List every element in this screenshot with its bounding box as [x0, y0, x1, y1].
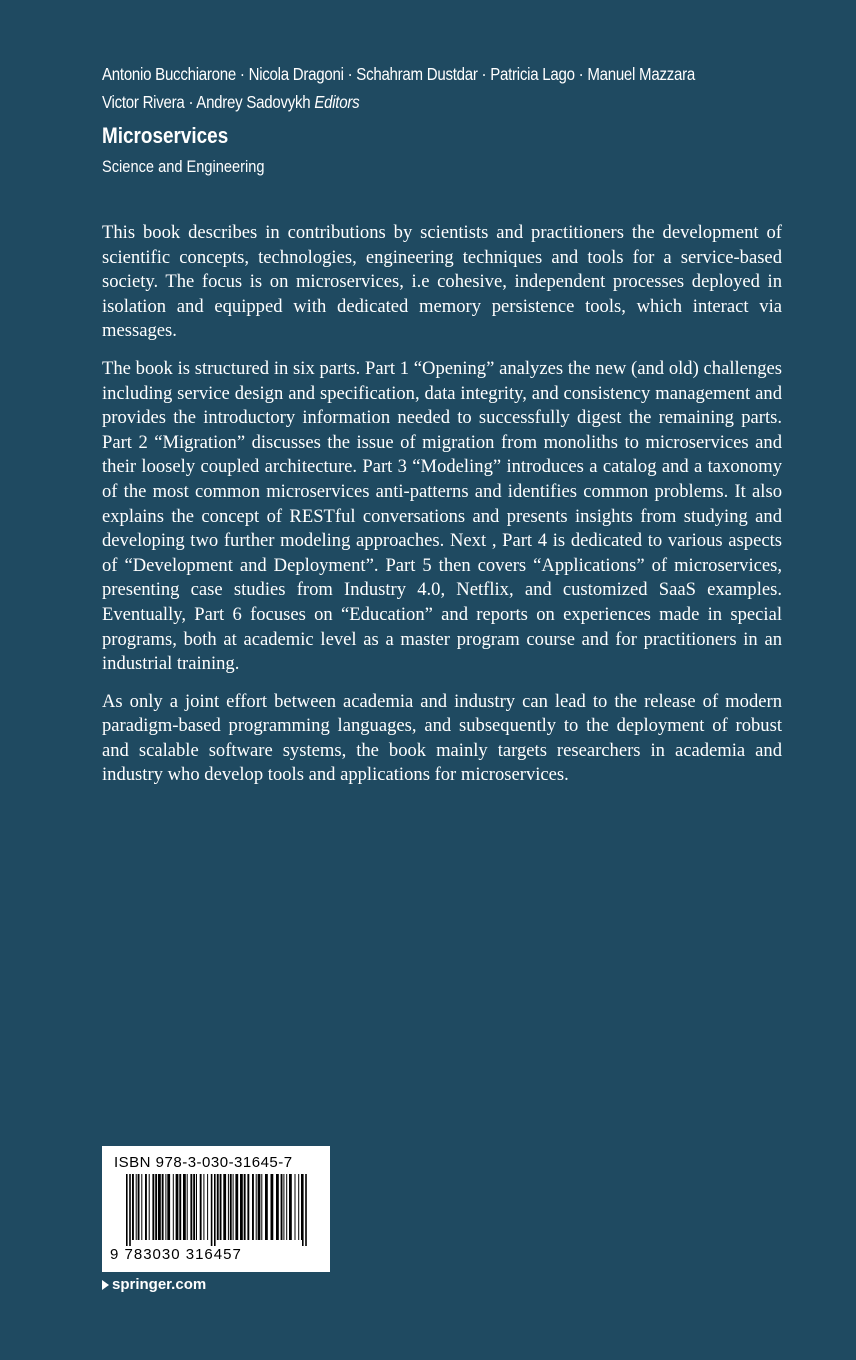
book-description — [102, 221, 782, 801]
barcode-bar — [223, 1174, 226, 1240]
authors-line-2 — [102, 88, 704, 116]
barcode-bar — [298, 1174, 299, 1240]
barcode-bar — [217, 1174, 219, 1240]
barcode-bar — [230, 1174, 232, 1240]
barcode-guard — [211, 1174, 213, 1246]
barcode-bar — [149, 1174, 150, 1240]
barcode-bar — [203, 1174, 204, 1240]
barcode-bar — [281, 1174, 283, 1240]
barcode-bar — [256, 1174, 257, 1240]
barcode-digits: 9 783030 316457 — [110, 1246, 242, 1263]
barcode-bar — [136, 1174, 137, 1240]
barcode-bar — [158, 1174, 161, 1240]
barcode-bar — [286, 1174, 287, 1240]
barcode-bar — [190, 1174, 192, 1240]
barcode-bar — [173, 1174, 174, 1240]
barcode-bar — [271, 1174, 274, 1240]
authors-line-1: Antonio Bucchiarone · Nicola Dragoni · Schahram Dustdar · Patricia Lago · Manuel Mazzara — [102, 64, 695, 84]
barcode-bar — [265, 1174, 268, 1240]
publisher-link[interactable] — [102, 1276, 206, 1293]
barcode-bar — [183, 1174, 186, 1240]
barcode-bar — [167, 1174, 170, 1240]
barcode-bar — [138, 1174, 140, 1240]
barcode-bar — [162, 1174, 164, 1240]
barcode-bar — [258, 1174, 261, 1240]
barcode-bars — [112, 1174, 320, 1246]
description-paragraph-1: This book describes in contributions by scientists and practitioners the development of scientific concepts, technologies, engineering techniques and tools for a service-based society. The focus is on microservices, i.e cohesive, independent processes deployed in isolation and equipped with dedicated memory persistence tools, which interact via messages. — [102, 222, 782, 342]
barcode-guard — [214, 1174, 216, 1246]
barcode-bar — [261, 1174, 262, 1240]
description-paragraph-2: The book is structured in six parts. Part 1 “Opening” analyzes the new (and old) challenges including service design and specification, data integrity, and consistency management and provides the introductory information needed to successfully digest the remaining parts. Part 2 “Migration” discusses the issue of migration from monoliths to microservices and their loosely coupled architecture. Part 3 “Modeling” introduces a catalog and a taxonomy of the most common microservices anti-patterns and identifies common problems. It also explains the concept of RESTful conversations and presents insights from studying and developing two further modeling approaches. Next , Part 4 is dedicated to various aspects of “Development and Deployment”. Part 5 then covers “Applications” of microservices, presenting case studies from Industry 4.0, Netflix, and customized SaaS examples. Eventually, Part 6 focuses on “Education” and reports on experiences made in special programs, both at academic level as a master program course and for practitioners in an industrial training. — [102, 357, 782, 675]
barcode-bar — [155, 1174, 157, 1240]
barcode-bar — [244, 1174, 246, 1240]
barcode-bar — [240, 1174, 243, 1240]
barcode-bar — [176, 1174, 179, 1240]
barcode-bar — [196, 1174, 197, 1240]
barcode-bar — [187, 1174, 188, 1240]
barcode-bar — [141, 1174, 142, 1240]
barcode-bar — [132, 1174, 134, 1240]
barcode-bar — [233, 1174, 234, 1240]
barcode-bar — [235, 1174, 238, 1240]
isbn-label: ISBN 978-3-030-31645-7 — [114, 1154, 293, 1171]
barcode-bar — [252, 1174, 254, 1240]
barcode-guard — [305, 1174, 307, 1246]
barcode-bar — [165, 1174, 166, 1240]
publisher-link-text[interactable]: springer.com — [112, 1276, 207, 1293]
barcode-guard — [126, 1174, 128, 1246]
book-subtitle: Science and Engineering — [102, 157, 265, 176]
cover-header — [102, 60, 802, 180]
barcode-bar — [179, 1174, 181, 1240]
barcode-bar — [220, 1174, 222, 1240]
barcode-bar — [289, 1174, 292, 1240]
book-title: Microservices — [102, 123, 229, 148]
barcode-guard — [129, 1174, 131, 1246]
authors-names-2: Victor Rivera · Andrey Sadovykh — [102, 92, 311, 112]
barcode-bar — [276, 1174, 279, 1240]
barcode-bar — [283, 1174, 284, 1240]
barcode-bar — [193, 1174, 195, 1240]
isbn-barcode — [102, 1146, 330, 1272]
barcode-bar — [145, 1174, 147, 1240]
barcode-bar — [228, 1174, 229, 1240]
arrow-right-icon — [102, 1280, 109, 1290]
barcode-bar — [247, 1174, 249, 1240]
barcode-bar — [295, 1174, 296, 1240]
barcode-guard — [302, 1174, 304, 1246]
barcode-bar — [207, 1174, 208, 1240]
description-paragraph-3: As only a joint effort between academia and industry can lead to the release of modern paradigm-based programming languages, and subsequently to the deployment of robust and scalable software systems, the book mainly targets researchers in academia and industry who develop tools and applications for microservices. — [102, 690, 782, 786]
editors-label: Editors — [314, 92, 360, 112]
barcode-bar — [200, 1174, 202, 1240]
barcode-bar — [152, 1174, 154, 1240]
